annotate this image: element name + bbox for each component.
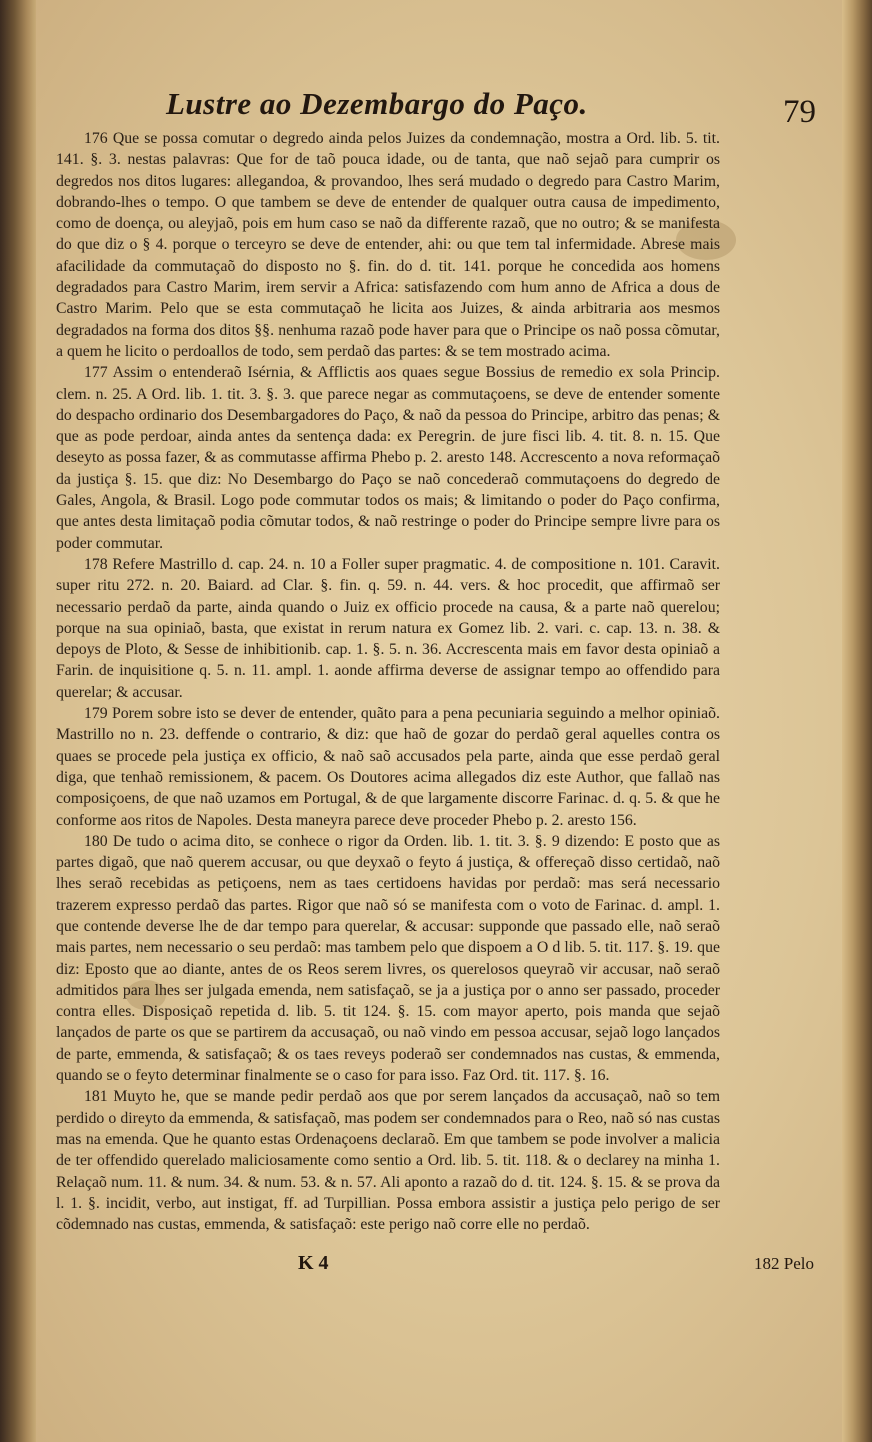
- page-footer: [36, 1252, 842, 1282]
- paragraph-177: 177 Assim o entenderaõ Isérnia, & Afflictis aos quaes segue Bossius de remedio ex sola Princip. clem. n. 25. A Ord. lib. 1. tit. 3. §. 3. que parece negar as commutaçoens, se deve de entender somente do despacho ordinario dos Desembargadores do Paço, & naõ da pessoa do Principe, arbitro das penas; & que as pode perdoar, ainda antes da sentença dada: ex Peregrin. de jure fisci lib. 4. tit. 8. n. 15. Que deseyto as possa fazer, & as commutasse affirma Phebo p. 2. aresto 148. Accrescento a nova reformaçaõ da justiça §. 15. que diz: No Desembargo do Paço se naõ concederaõ commutaçoens do degredo de Gales, Angola, & Brasil. Logo pode commutar todos os mais; & limitando o poder do Paço confirma, que antes desta limitaçaõ podia cõmutar todos, & naõ restringe o poder do Principe sempre livre para os poder commutar.: [56, 364, 720, 552]
- paragraph-178: 178 Refere Mastrillo d. cap. 24. n. 10 a Foller super pragmatic. 4. de compositione n. 101. Caravit. super ritu 272. n. 20. Baiard. ad Clar. §. fin. q. 59. n. 44. vers. & hoc procedit, que affirmaõ ser necessario perdaõ da parte, ainda quando o Juiz ex officio procede na causa, & a parte naõ querelou; porque na sua opiniaõ, basta, que existat in rerum natura ex Gomez lib. 2. vari. c. cap. 13. n. 38. & depoys de Ploto, & Sesse de inhibitionib. cap. 1. §. 5. n. 36. Accrescenta mais em favor desta opiniaõ a Farin. de inquisitione q. 5. n. 11. ampl. 1. aonde affirma deverse de assignar tempo ao offendido para querelar; & accusar.: [56, 555, 720, 701]
- running-head: Lustre ao Dezembargo do Paço.: [166, 86, 588, 121]
- paragraph-180: 180 De tudo o acima dito, se conhece o rigor da Orden. lib. 1. tit. 3. §. 9 dizendo: E posto que as partes digaõ, que naõ querem accusar, ou que deyxaõ o feyto á justiça, & offereçaõ disso certidaõ, naõ lhes seraõ recebidas as petiçoens, nem as taes certidoens havidas por perdaõ: mas será necessario trazerem expresso perdaõ das partes. Rigor que naõ só se manifesta com o voto de Farinac. d. ampl. 1. que contende deverse lhe de dar tempo para querelar, & accusar: supponde que passado elle, naõ seraõ mais partes, nem necessario o seu perdaõ: mas tambem pelo que dispoem a O d lib. 5. tit. 117. §. 19. que diz: Eposto que ao diante, antes de os Reos serem livres, os querelosos queyraõ vir accusar, naõ seraõ admitidos para lhes ser julgada emenda, nem satisfaçaõ, se ja a justiça por o anno ser passado, proceder contra elles. Disposiçaõ repetida d. lib. 5. tit 124. §. 15. com mayor aperto, pois manda que sejaõ lançados de parte os que se partirem da accusaçaõ, ou naõ vindo em pessoa accusar, sejaõ logo lançados de parte, emmenda, & satisfaçaõ; & os taes reveys poderaõ ser condemnados nas custas, & emmenda, quando se o feyto determinar finalmente se o caso for para isso. Faz Ord. tit. 117. §. 16.: [56, 832, 720, 1085]
- page-number: 79: [783, 94, 816, 130]
- book-page: [36, 0, 842, 1442]
- paragraph-179: 179 Porem sobre isto se dever de entender, quãto para a pena pecuniaria seguindo a melhor opiniaõ. Mastrillo no n. 23. deffende o contrario, & diz: que haõ de gozar do perdaõ geral aquelles contra os quaes se procede pela justiça ex officio, & naõ saõ accusados pela parte, ainda que esse perdaõ geral diga, que tenhaõ remissionem, & pacem. Os Doutores acima allegados diz este Author, que fallaõ nas composiçoens, de que naõ uzamos em Portugal, & de que largamente discorre Farinac. d. q. 5. & que he conforme aos ritos de Napoles. Desta maneyra parece deve proceder Phebo p. 2. aresto 156.: [56, 705, 720, 829]
- paragraph-176: 176 Que se possa comutar o degredo ainda pelos Juizes da condemnação, mostra a Ord. lib. 5. tit. 141. §. 3. nestas palavras: Que for de taõ pouca idade, ou de tanta, que naõ sejaõ para cumprir os degredos nos ditos lugares: allegandoa, & provandoo, lhes será mudado o degredo para Castro Marim, dobrando-lhes o tempo. O que tambem se deve de entender de qualquer outra causa de impedimento, como de doença, ou aleyjaõ, pois em hum caso se naõ da differente razaõ, que no outro; & se manifesta do que diz o § 4. porque o terceyro se deve de entender, ahi: ou que tem tal infermidade. Abrese mais afacilidade da commutaçaõ do disposto no §. fin. do d. tit. 141. porque he concedida aos homens degradados para Castro Marim, irem servir a Africa: satisfazendo com hum anno de Africa a dous de Castro Marim. Pelo que se esta commutaçaõ he licita aos Juizes, & ainda arbitraria aos mesmos degradados na forma dos ditos §§. nenhuma razaõ pode haver para que o Principe os naõ possa cõmutar, a quem he licito o perdoallos de todo, sem perdaõ das partes: & se tem mostrado acima.: [56, 130, 720, 360]
- catchword: 182 Pelo: [754, 1254, 814, 1273]
- signature-mark: K 4: [298, 1252, 329, 1274]
- facing-page-edge: [0, 0, 36, 1442]
- body-text: [56, 128, 720, 1235]
- paragraph-181: 181 Muyto he, que se mande pedir perdaõ aos que por serem lançados da accusaçaõ, naõ so tem perdido o direyto da emmenda, & satisfaçaõ, mas podem ser condemnados para o Reo, naõ só nas custas mas na emenda. Que he quanto estas Ordenaçoens declaraõ. Em que tambem se pode involver a malicia de ter offendido querelado maliciosamente como sentio a Ord. lib. 5. tit. 118. & o declarey na minha 1. Relaçaõ num. 11. & num. 34. & num. 53. & n. 57. Ali aponto a razaõ do d. tit. 124. §. 15. & se prova da l. 1. §. incidit, verbo, aut instigat, ff. ad Turpillian. Possa embora assistir a justiça pelo perigo de ser cõdemnado nas custas, emmenda, & satisfaçaõ: este perigo naõ corre elle no perdaõ.: [56, 1088, 720, 1234]
- book-fore-edge: [842, 0, 872, 1442]
